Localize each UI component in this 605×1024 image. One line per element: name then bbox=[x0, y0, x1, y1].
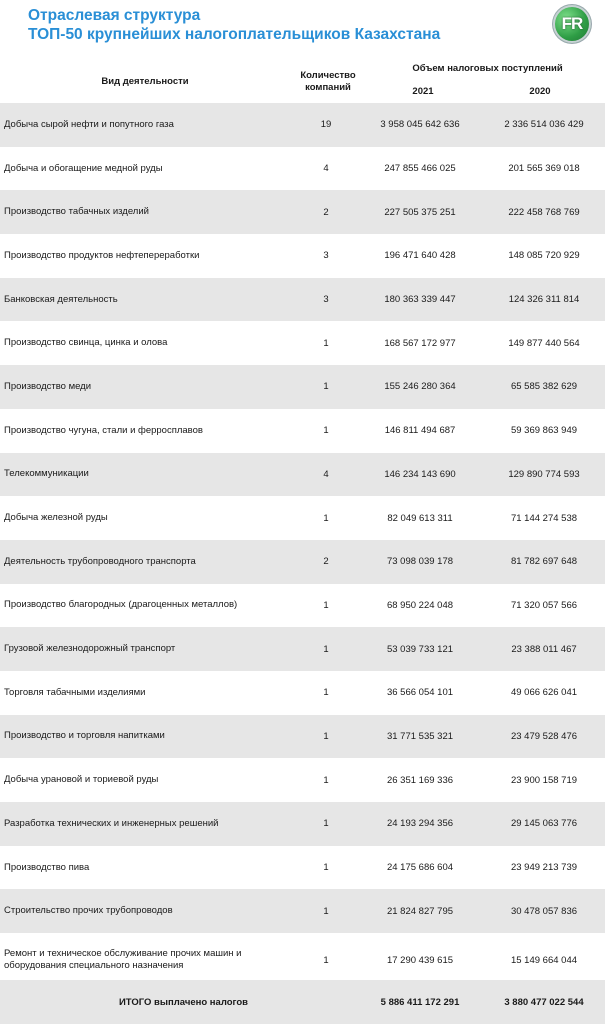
cell-2020: 49 066 626 041 bbox=[510, 687, 578, 699]
total-label: ИТОГО выплачено налогов bbox=[118, 996, 249, 1008]
cell-activity: Торговля табачными изделиями bbox=[4, 686, 146, 698]
cell-count: 2 bbox=[323, 556, 329, 568]
cell-activity: Производство пива bbox=[4, 861, 90, 873]
total-2020: 3 880 477 022 544 bbox=[504, 996, 584, 1008]
cell-activity: Разработка технических и инженерных решений bbox=[4, 817, 219, 829]
table-row bbox=[0, 147, 605, 191]
cell-activity: Производство чугуна, стали и ферросплавов bbox=[4, 424, 203, 436]
cell-activity: Телекоммуникации bbox=[4, 468, 89, 480]
cell-count: 1 bbox=[323, 954, 329, 966]
cell-activity: Деятельность трубопроводного транспорта bbox=[4, 555, 196, 567]
cell-count: 3 bbox=[323, 250, 329, 262]
cell-2021: 146 811 494 687 bbox=[384, 425, 456, 437]
cell-activity: Строительство прочих трубопроводов bbox=[4, 905, 173, 917]
cell-activity: Производство меди bbox=[4, 380, 92, 392]
table-row bbox=[0, 715, 605, 759]
cell-count: 2 bbox=[323, 206, 329, 218]
table-row bbox=[0, 802, 605, 846]
cell-2020: 129 890 774 593 bbox=[508, 468, 580, 480]
cell-2020: 2 336 514 036 429 bbox=[504, 119, 584, 131]
cell-2020: 29 145 063 776 bbox=[510, 818, 578, 830]
cell-count: 1 bbox=[323, 643, 329, 655]
table-row bbox=[0, 453, 605, 497]
table-row bbox=[0, 540, 605, 584]
cell-2021: 146 234 143 690 bbox=[384, 468, 456, 480]
cell-count: 4 bbox=[323, 468, 329, 480]
cell-2020: 124 326 311 814 bbox=[508, 294, 580, 306]
table-row bbox=[0, 846, 605, 890]
cell-2021: 68 950 224 048 bbox=[386, 599, 454, 611]
cell-activity: Добыча урановой и ториевой руды bbox=[4, 774, 159, 786]
title-line-2: ТОП-50 крупнейших налогоплательщиков Казахстана bbox=[28, 26, 441, 43]
cell-count: 1 bbox=[323, 381, 329, 393]
column-header-count-line2: компаний bbox=[305, 82, 351, 93]
cell-2020: 71 144 274 538 bbox=[510, 512, 578, 524]
table-row bbox=[0, 627, 605, 671]
cell-activity: Производство благородных (драгоценных металлов) bbox=[4, 599, 238, 611]
cell-count: 1 bbox=[323, 818, 329, 830]
table-row bbox=[0, 103, 605, 147]
table-row bbox=[0, 584, 605, 628]
table-row bbox=[0, 278, 605, 322]
table-row bbox=[0, 758, 605, 802]
fr-logo bbox=[553, 5, 591, 43]
table-row bbox=[0, 889, 605, 933]
table-row bbox=[0, 234, 605, 278]
cell-count: 1 bbox=[323, 687, 329, 699]
cell-2021: 196 471 640 428 bbox=[384, 250, 456, 262]
cell-count: 3 bbox=[323, 294, 329, 306]
column-header-activity: Вид деятельности bbox=[101, 76, 189, 87]
cell-count: 1 bbox=[323, 730, 329, 742]
cell-2020: 23 900 158 719 bbox=[510, 774, 578, 786]
table-row bbox=[0, 365, 605, 409]
cell-2020: 148 085 720 929 bbox=[508, 250, 580, 262]
total-row bbox=[0, 980, 605, 1024]
cell-count: 1 bbox=[323, 425, 329, 437]
cell-activity: Банковская деятельность bbox=[4, 293, 118, 305]
table-row bbox=[0, 409, 605, 453]
cell-2020: 23 949 213 739 bbox=[510, 862, 578, 874]
column-header-2020: 2020 bbox=[529, 86, 551, 97]
cell-2021: 26 351 169 336 bbox=[386, 774, 454, 786]
cell-count: 1 bbox=[323, 774, 329, 786]
cell-activity: Добыча и обогащение медной руды bbox=[4, 162, 163, 174]
cell-2021: 24 193 294 356 bbox=[386, 818, 454, 830]
cell-2020: 23 388 011 467 bbox=[511, 643, 577, 655]
cell-2020: 149 877 440 564 bbox=[508, 337, 580, 349]
cell-count: 1 bbox=[323, 905, 329, 917]
cell-2020: 15 149 664 044 bbox=[510, 954, 578, 966]
cell-2020: 59 369 863 949 bbox=[510, 425, 578, 437]
cell-2021: 21 824 827 795 bbox=[386, 905, 454, 917]
logo-text: FR bbox=[561, 14, 583, 33]
cell-count: 19 bbox=[320, 119, 332, 131]
cell-2021: 3 958 045 642 636 bbox=[380, 119, 460, 131]
cell-activity: Ремонт и техническое обслуживание прочих машин и оборудования специального назначения bbox=[4, 948, 242, 972]
cell-activity: Добыча сырой нефти и попутного газа bbox=[4, 118, 174, 130]
column-header-count-line1: Количество bbox=[300, 70, 356, 81]
cell-activity: Производство продуктов нефтепереработки bbox=[4, 249, 200, 261]
cell-activity: Производство и торговля напитками bbox=[4, 730, 165, 742]
cell-2021: 36 566 054 101 bbox=[386, 687, 454, 699]
column-header-volume: Объем налоговых поступлений bbox=[412, 63, 563, 74]
table-row bbox=[0, 190, 605, 234]
cell-count: 1 bbox=[323, 599, 329, 611]
title-line-1: Отраслевая структура bbox=[28, 7, 201, 24]
cell-activity: Производство свинца, цинка и олова bbox=[4, 337, 168, 349]
cell-2021: 247 855 466 025 bbox=[384, 163, 456, 175]
cell-activity: Производство табачных изделий bbox=[4, 206, 149, 218]
cell-2020: 65 585 382 629 bbox=[510, 381, 578, 393]
cell-2021: 227 505 375 251 bbox=[384, 206, 456, 218]
cell-2020: 222 458 768 769 bbox=[508, 206, 580, 218]
table-row bbox=[0, 671, 605, 715]
cell-count: 1 bbox=[323, 512, 329, 524]
cell-count: 1 bbox=[323, 862, 329, 874]
table-row bbox=[0, 933, 605, 987]
cell-2020: 81 782 697 648 bbox=[510, 556, 578, 568]
table-row bbox=[0, 321, 605, 365]
cell-2021: 82 049 613 311 bbox=[387, 512, 453, 524]
page-title bbox=[28, 6, 440, 44]
cell-2021: 180 363 339 447 bbox=[384, 294, 456, 306]
cell-2021: 155 246 280 364 bbox=[384, 381, 456, 393]
column-header-count bbox=[292, 70, 364, 94]
cell-count: 1 bbox=[323, 337, 329, 349]
cell-activity: Добыча железной руды bbox=[4, 512, 108, 524]
cell-2021: 17 290 439 615 bbox=[386, 954, 454, 966]
cell-2021: 24 175 686 604 bbox=[386, 862, 454, 874]
cell-count: 4 bbox=[323, 163, 329, 175]
cell-2020: 30 478 057 836 bbox=[510, 905, 578, 917]
cell-2021: 73 098 039 178 bbox=[386, 556, 454, 568]
total-2021: 5 886 411 172 291 bbox=[380, 996, 460, 1008]
table-row bbox=[0, 496, 605, 540]
cell-activity: Грузовой железнодорожный транспорт bbox=[4, 643, 176, 655]
cell-2020: 23 479 528 476 bbox=[510, 730, 578, 742]
cell-2020: 201 565 369 018 bbox=[508, 163, 580, 175]
column-header-2021: 2021 bbox=[412, 86, 434, 97]
taxpayers-table bbox=[0, 103, 605, 987]
cell-2020: 71 320 057 566 bbox=[510, 599, 578, 611]
cell-2021: 168 567 172 977 bbox=[384, 337, 456, 349]
cell-2021: 31 771 535 321 bbox=[386, 730, 454, 742]
cell-2021: 53 039 733 121 bbox=[386, 643, 454, 655]
